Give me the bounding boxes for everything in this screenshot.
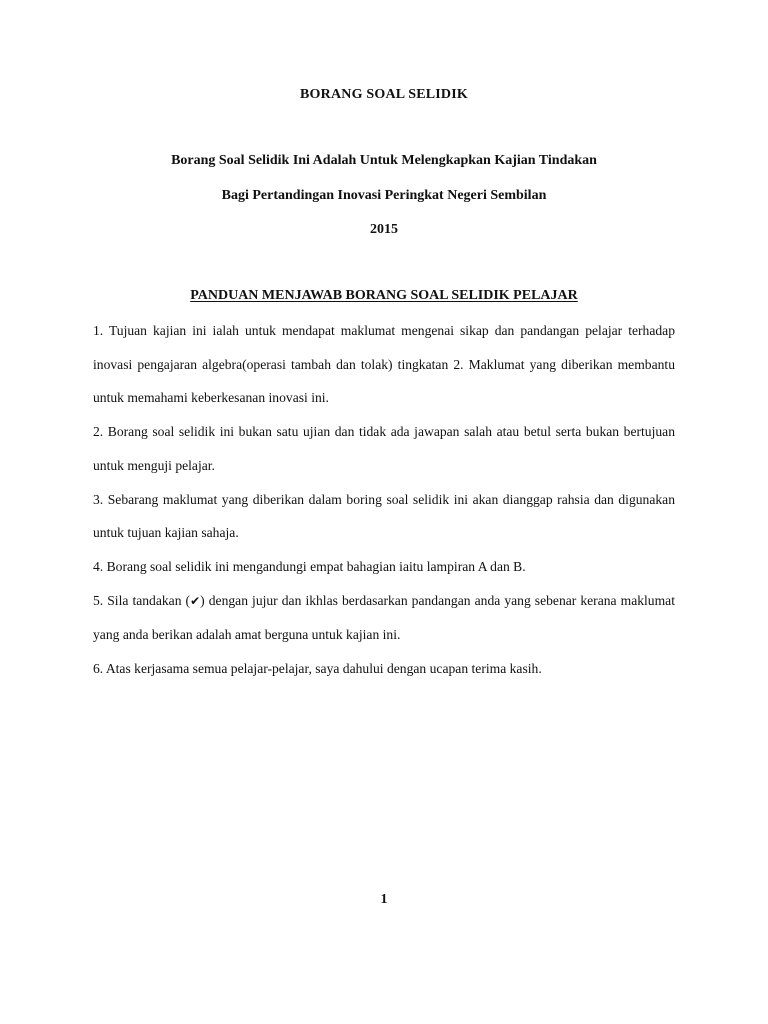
instruction-item-5-end: ) dengan jujur dan ikhlas berdasarkan pandangan anda yang sebenar kerana maklumat yang anda berikan adalah amat berguna untuk kajian ini.	[93, 592, 675, 643]
instruction-item-5-start: 5. Sila tandakan (	[93, 592, 191, 608]
instruction-item-1: 1. Tujuan kajian ini ialah untuk mendapat maklumat mengenai sikap dan pandangan pelajar terhadap inovasi pengajaran algebra(operasi tambah dan tolak) tingkatan 2. Maklumat yang diberikan membantu untuk memahami keberkesanan inovasi ini.	[93, 323, 675, 406]
instruction-item-4: 4. Borang soal selidik ini mengandungi empat bahagian iaitu lampiran A dan B.	[93, 558, 526, 574]
instruction-item-2: 2. Borang soal selidik ini bukan satu ujian dan tidak ada jawapan salah atau betul serta bukan bertujuan untuk menguji pelajar.	[93, 424, 675, 473]
instruction-item-3: 3. Sebarang maklumat yang diberikan dalam boring soal selidik ini akan dianggap rahsia dan digunakan untuk tujuan kajian sahaja.	[93, 491, 675, 541]
document-title: BORANG SOAL SELIDIK	[300, 87, 468, 102]
section-heading: PANDUAN MENJAWAB BORANG SOAL SELIDIK PELAJAR	[190, 288, 578, 303]
subtitle-line-1: Borang Soal Selidik Ini Adalah Untuk Melengkapkan Kajian Tindakan	[171, 153, 597, 168]
document-year: 2015	[370, 222, 398, 237]
page-number: 1	[380, 892, 388, 907]
instruction-item-5	[93, 584, 675, 652]
checkmark-icon: ✔	[190, 593, 201, 608]
subtitle-line-2: Bagi Pertandingan Inovasi Peringkat Negeri Sembilan	[221, 188, 547, 203]
instruction-list	[93, 314, 675, 686]
instruction-item-6: 6. Atas kerjasama semua pelajar-pelajar, saya dahului dengan ucapan terima kasih.	[93, 661, 542, 677]
